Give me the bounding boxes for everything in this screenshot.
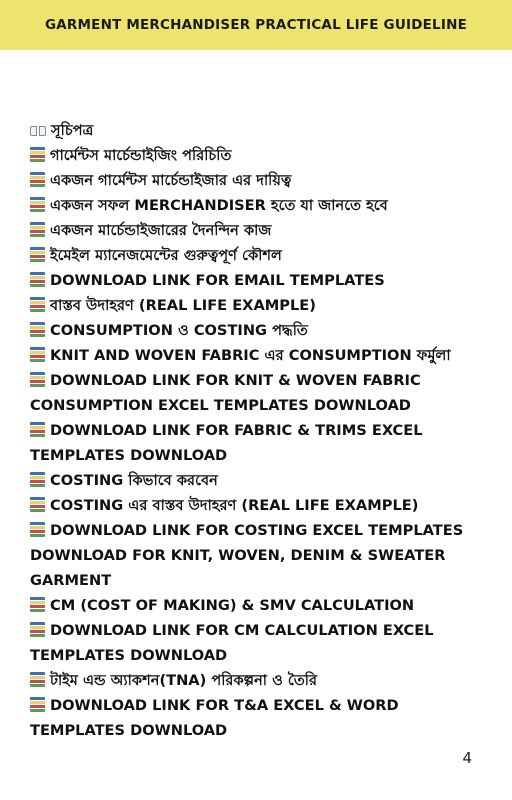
toc-item-label: DOWNLOAD LINK FOR CM CALCULATION EXCEL TEMPLATES DOWNLOAD xyxy=(30,622,434,664)
books-icon xyxy=(30,697,45,712)
books-icon xyxy=(30,172,45,187)
toc-item[interactable] xyxy=(30,368,482,418)
books-icon xyxy=(30,297,45,312)
books-icon xyxy=(30,672,45,687)
toc-item[interactable] xyxy=(30,593,482,618)
toc-item-label: গার্মেন্টস মার্চেন্ডাইজিং পরিচিতি xyxy=(50,147,232,164)
toc-heading xyxy=(30,118,482,143)
toc-item-label: টাইম এন্ড অ্যাকশন(TNA) পরিকল্পনা ও তৈরি xyxy=(50,672,317,689)
toc-item[interactable] xyxy=(30,218,482,243)
toc-item-label: KNIT AND WOVEN FABRIC এর CONSUMPTION ফর্মুলা xyxy=(50,347,451,364)
toc-item[interactable] xyxy=(30,143,482,168)
page-number: 4 xyxy=(462,749,472,767)
books-icon xyxy=(30,372,45,387)
books-icon xyxy=(30,522,45,537)
toc-item[interactable] xyxy=(30,618,482,668)
toc-item-label: একজন সফল MERCHANDISER হতে যা জানতে হবে xyxy=(50,197,388,214)
books-icon xyxy=(30,347,45,362)
toc-item[interactable] xyxy=(30,468,482,493)
toc-heading-label: সূচিপত্র xyxy=(51,122,94,139)
books-icon xyxy=(30,322,45,337)
toc-item-label: CM (COST OF MAKING) & SMV CALCULATION xyxy=(50,597,415,614)
toc-item[interactable] xyxy=(30,418,482,468)
toc-item[interactable] xyxy=(30,293,482,318)
toc-item[interactable] xyxy=(30,668,482,693)
page-header xyxy=(0,0,512,50)
open-book-icon xyxy=(30,125,46,137)
toc-item[interactable] xyxy=(30,318,482,343)
toc-item[interactable] xyxy=(30,168,482,193)
books-icon xyxy=(30,222,45,237)
toc-item-label: DOWNLOAD LINK FOR EMAIL TEMPLATES xyxy=(50,272,385,289)
toc-item[interactable] xyxy=(30,243,482,268)
toc-item-label: DOWNLOAD LINK FOR COSTING EXCEL TEMPLATES DOWNLOAD FOR KNIT, WOVEN, DENIM & SWEATER GARMENT xyxy=(30,522,464,589)
header-title: GARMENT MERCHANDISER PRACTICAL LIFE GUIDELINE xyxy=(44,17,467,33)
books-icon xyxy=(30,472,45,487)
toc-item[interactable] xyxy=(30,268,482,293)
toc-item[interactable] xyxy=(30,518,482,593)
toc-item-label: একজন মার্চেন্ডাইজারের দৈনন্দিন কাজ xyxy=(50,222,272,239)
toc-item-label: বাস্তব উদাহরণ (REAL LIFE EXAMPLE) xyxy=(50,297,316,314)
toc-item-label: COSTING কিভাবে করবেন xyxy=(50,472,218,489)
toc-item-label: ইমেইল ম্যানেজমেন্টের গুরুত্বপূর্ণ কৌশল xyxy=(50,247,282,264)
toc-item-label: DOWNLOAD LINK FOR KNIT & WOVEN FABRIC CONSUMPTION EXCEL TEMPLATES DOWNLOAD xyxy=(30,372,421,414)
table-of-contents xyxy=(30,118,482,743)
toc-item-label: একজন গার্মেন্টস মার্চেন্ডাইজার এর দায়িত্ব xyxy=(50,172,292,189)
toc-item[interactable] xyxy=(30,193,482,218)
books-icon xyxy=(30,197,45,212)
toc-item-label: COSTING এর বাস্তব উদাহরণ (REAL LIFE EXAMPLE) xyxy=(50,497,419,514)
books-icon xyxy=(30,147,45,162)
toc-item-label: CONSUMPTION ও COSTING পদ্ধতি xyxy=(50,322,308,339)
books-icon xyxy=(30,422,45,437)
toc-item-label: DOWNLOAD LINK FOR FABRIC & TRIMS EXCEL TEMPLATES DOWNLOAD xyxy=(30,422,423,464)
toc-item[interactable] xyxy=(30,343,482,368)
books-icon xyxy=(30,597,45,612)
books-icon xyxy=(30,622,45,637)
books-icon xyxy=(30,247,45,262)
toc-item[interactable] xyxy=(30,493,482,518)
books-icon xyxy=(30,497,45,512)
books-icon xyxy=(30,272,45,287)
toc-item-label: DOWNLOAD LINK FOR T&A EXCEL & WORD TEMPLATES DOWNLOAD xyxy=(30,697,399,739)
toc-item[interactable] xyxy=(30,693,482,743)
